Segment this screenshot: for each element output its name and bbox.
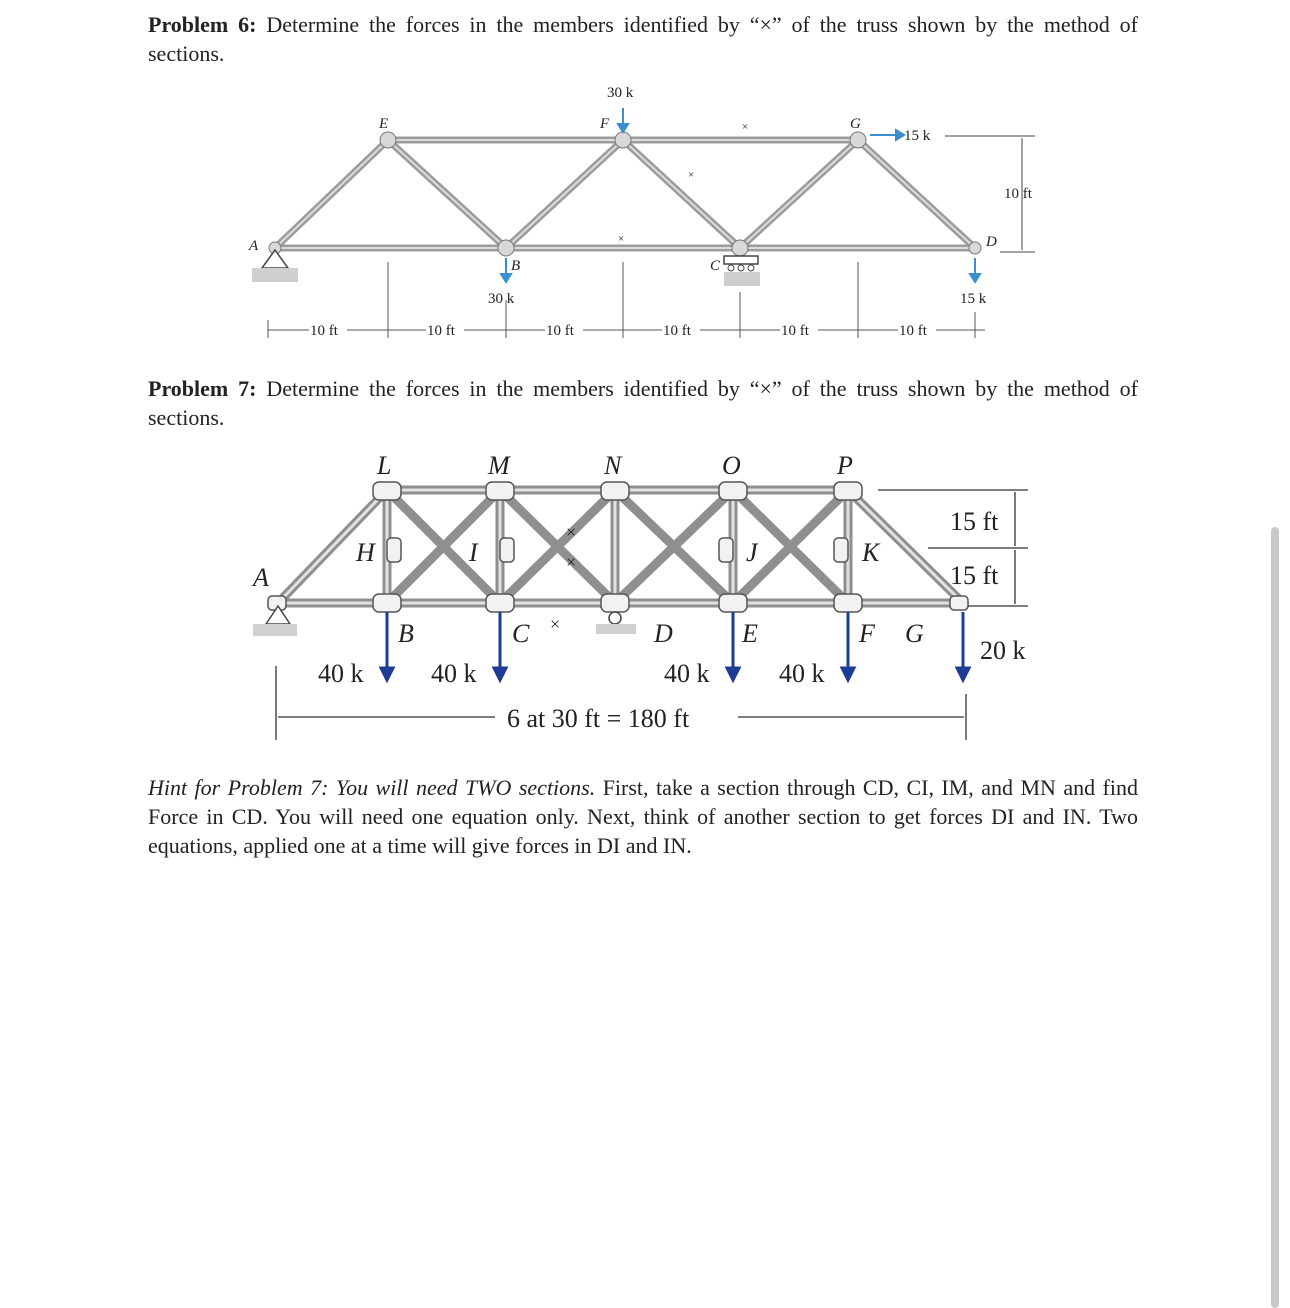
span-label-2: 10 ft [427,323,455,339]
plate-H [387,538,401,562]
joint-label-G: G [850,116,861,132]
span-label-3: 10 ft [546,323,574,339]
member-marker-MN: × [566,522,577,542]
plate-O [719,482,747,500]
load-label-B: 30 k [488,291,515,307]
joint-plate-B [498,240,514,256]
hint-lead: Hint for Problem 7: You will need TWO sections. [148,775,596,800]
joint-label-A: A [249,238,259,254]
joint-label-I: I [469,538,478,567]
problem7-statement [148,374,1138,432]
joint-label-F: F [600,116,610,132]
plate-D [601,594,629,612]
member-marker-BC: × [618,233,625,245]
pin-support-A7 [253,606,297,636]
joint-label-B: B [511,258,521,274]
load-label-B7: 40 k [318,659,364,688]
problem6-label: Problem 6: [148,12,257,37]
joint-label-A7: A [253,563,269,592]
plate-M [486,482,514,500]
span-label-4: 10 ft [663,323,691,339]
joint-label-E7: E [742,619,758,648]
problem6-truss-figure [240,78,1060,348]
plate-N [601,482,629,500]
joint-label-D: D [986,234,997,250]
joint-label-N: N [604,451,622,480]
load-label-E7: 40 k [664,659,710,688]
plate-C [486,594,514,612]
joint-label-C: C [710,258,721,274]
span-label-1: 10 ft [310,323,338,339]
joint-label-E: E [379,116,389,132]
joint-label-P: P [837,451,853,480]
problem7-label: Problem 7: [148,376,257,401]
member-marker-CD: × [550,614,561,634]
member-marker-FC-top: × [742,121,749,133]
plate-P [834,482,862,500]
height-label-2: 15 ft [950,561,999,590]
problem7-truss-figure [245,445,1045,745]
plate-K [834,538,848,562]
joint-plate-G [850,132,866,148]
joint-label-B7: B [398,619,414,648]
member-marker-CN: × [566,552,577,572]
plate-B [373,594,401,612]
member-marker-FC-diag: × [688,169,695,181]
load-label-D: 15 k [960,291,987,307]
span-label: 6 at 30 ft = 180 ft [507,704,690,733]
joint-plate-D [969,242,981,254]
plate-E [719,594,747,612]
joint-label-D7: D [654,619,673,648]
joint-label-F7: F [859,619,875,648]
joint-label-O: O [722,451,741,480]
roller-support-C [724,256,760,286]
problem6-statement [148,10,1138,68]
load-label-F7: 40 k [779,659,825,688]
load-label-C7: 40 k [431,659,477,688]
vertical-scrollbar[interactable] [1271,527,1279,1308]
joint-label-H: H [356,538,375,567]
joint-label-C7: C [512,619,530,648]
joint-plate-C [732,240,748,256]
hint-body: First, take a section through CD, CI, IM, and MN and find Force in CD. You will need one equation only. Next, think of another section to get forces DI and IN. Two equations, applied one at a time will give forces in DI and IN. [148,775,1138,858]
height-label-1: 15 ft [950,507,999,536]
height-label: 10 ft [1004,186,1032,202]
span-label-5: 10 ft [781,323,809,339]
joint-label-G7: G [905,619,924,648]
joint-plate-E [380,132,396,148]
span-label-6: 10 ft [899,323,927,339]
problem7-text: Determine the forces in the members identified by “×” of the truss shown by the method of sections. [148,376,1139,430]
load-label-G: 15 k [904,128,931,144]
joint-label-L: L [377,451,392,480]
plate-I [500,538,514,562]
load-label-F: 30 k [607,85,634,101]
hint-paragraph [148,773,1138,860]
plate-L [373,482,401,500]
joint-plate-F [615,132,631,148]
load-label-G7: 20 k [980,636,1026,665]
problem6-text: Determine the forces in the members identified by “×” of the truss shown by the method of sections. [148,12,1139,66]
plate-F [834,594,862,612]
plate-J [719,538,733,562]
roller-support-D7 [596,612,636,634]
joint-label-K: K [862,538,880,567]
pin-support-A [252,250,298,282]
joint-label-M: M [488,451,510,480]
plate-G [950,596,968,610]
joint-label-J: J [746,538,758,567]
